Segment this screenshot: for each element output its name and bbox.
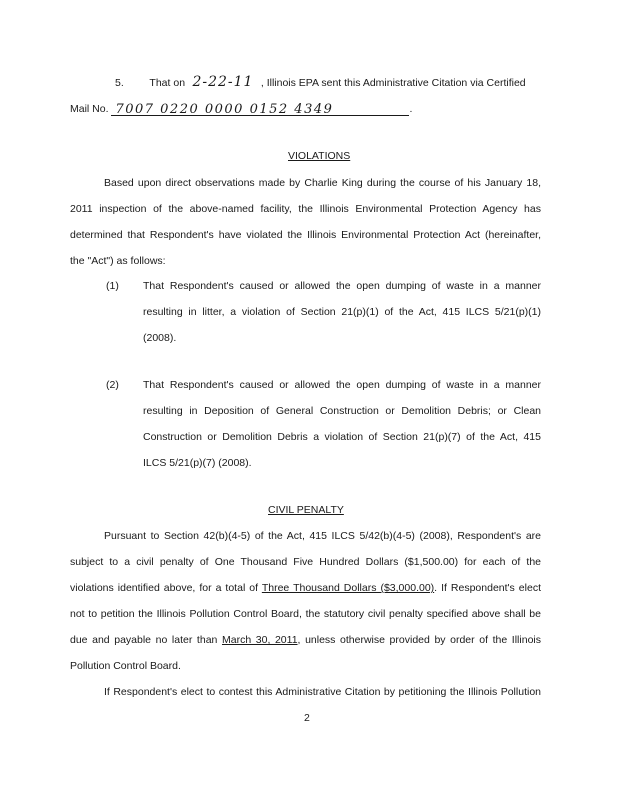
para5-number: 5. bbox=[115, 77, 124, 89]
total-penalty-amount: Three Thousand Dollars ($3,000.00) bbox=[261, 582, 435, 594]
civil-penalty-line: Pollution Control Board. bbox=[70, 660, 181, 672]
violation-item-line: resulting in litter, a violation of Section 21(p)(1) of the Act, 415 ILCS 5/21(p)(1) bbox=[143, 306, 541, 318]
due-date: March 30, 2011 bbox=[221, 634, 298, 646]
civil-penalty-heading: CIVIL PENALTY bbox=[268, 504, 344, 516]
para5-line2 bbox=[70, 101, 412, 116]
civil-penalty-text: , unless otherwise provided by order of the Illinois bbox=[297, 634, 541, 646]
violation-item-line: That Respondent's caused or allowed the open dumping of waste in a manner bbox=[143, 379, 541, 391]
civil-penalty-text: . If Respondent's elect bbox=[434, 582, 541, 594]
para5-that-on: That on bbox=[149, 77, 186, 89]
violation-item-number: (2) bbox=[106, 379, 119, 391]
civil-penalty-line: not to petition the Illinois Pollution Control Board, the statutory civil penalty specified above shall be bbox=[70, 608, 541, 620]
para5-line1 bbox=[115, 75, 526, 90]
violations-intro-line: determined that Respondent's have violated the Illinois Environmental Protection Act (hereinafter, bbox=[70, 229, 541, 241]
violations-intro-line: 2011 inspection of the above-named facility, the Illinois Environmental Protection Agency has bbox=[70, 203, 541, 215]
violations-intro-line: the "Act") as follows: bbox=[70, 255, 166, 267]
violation-item-line: ILCS 5/21(p)(7) (2008). bbox=[143, 457, 252, 469]
mail-no-label: Mail No. bbox=[70, 103, 109, 115]
civil-penalty-line bbox=[70, 581, 541, 595]
violations-heading: VIOLATIONS bbox=[288, 150, 351, 162]
civil-penalty-text: due and payable no later than bbox=[70, 634, 222, 646]
handwritten-date: 2-22-11 bbox=[192, 74, 254, 90]
civil-penalty-line: Pursuant to Section 42(b)(4-5) of the Act, 415 ILCS 5/42(b)(4-5) (2008), Respondent's are bbox=[104, 530, 541, 542]
handwritten-mail-number: 7007 0220 0000 0152 4349 bbox=[115, 102, 334, 117]
civil-penalty-line: If Respondent's elect to contest this Administrative Citation by petitioning the Illinois Pollution bbox=[104, 686, 541, 698]
mail-number-field bbox=[111, 101, 409, 116]
violation-item-line: That Respondent's caused or allowed the open dumping of waste in a manner bbox=[143, 280, 541, 292]
violation-item-line: resulting in Deposition of General Construction or Demolition Debris; or Clean bbox=[143, 405, 541, 417]
violation-item-number: (1) bbox=[106, 280, 119, 292]
civil-penalty-line bbox=[70, 633, 541, 647]
para5-after-date: , Illinois EPA sent this Administrative Citation via Certified bbox=[260, 77, 526, 89]
civil-penalty-text: violations identified above, for a total of bbox=[70, 582, 262, 594]
civil-penalty-line: subject to a civil penalty of One Thousand Five Hundred Dollars ($1,500.00) for each of the bbox=[70, 556, 541, 568]
violation-item-line: (2008). bbox=[143, 332, 177, 344]
violation-item-line: Construction or Demolition Debris a violation of Section 21(p)(7) of the Act, 415 bbox=[143, 431, 541, 443]
mail-no-period: . bbox=[409, 103, 413, 115]
page-number: 2 bbox=[304, 712, 310, 724]
violations-intro-line: Based upon direct observations made by Charlie King during the course of his January 18, bbox=[104, 177, 541, 189]
